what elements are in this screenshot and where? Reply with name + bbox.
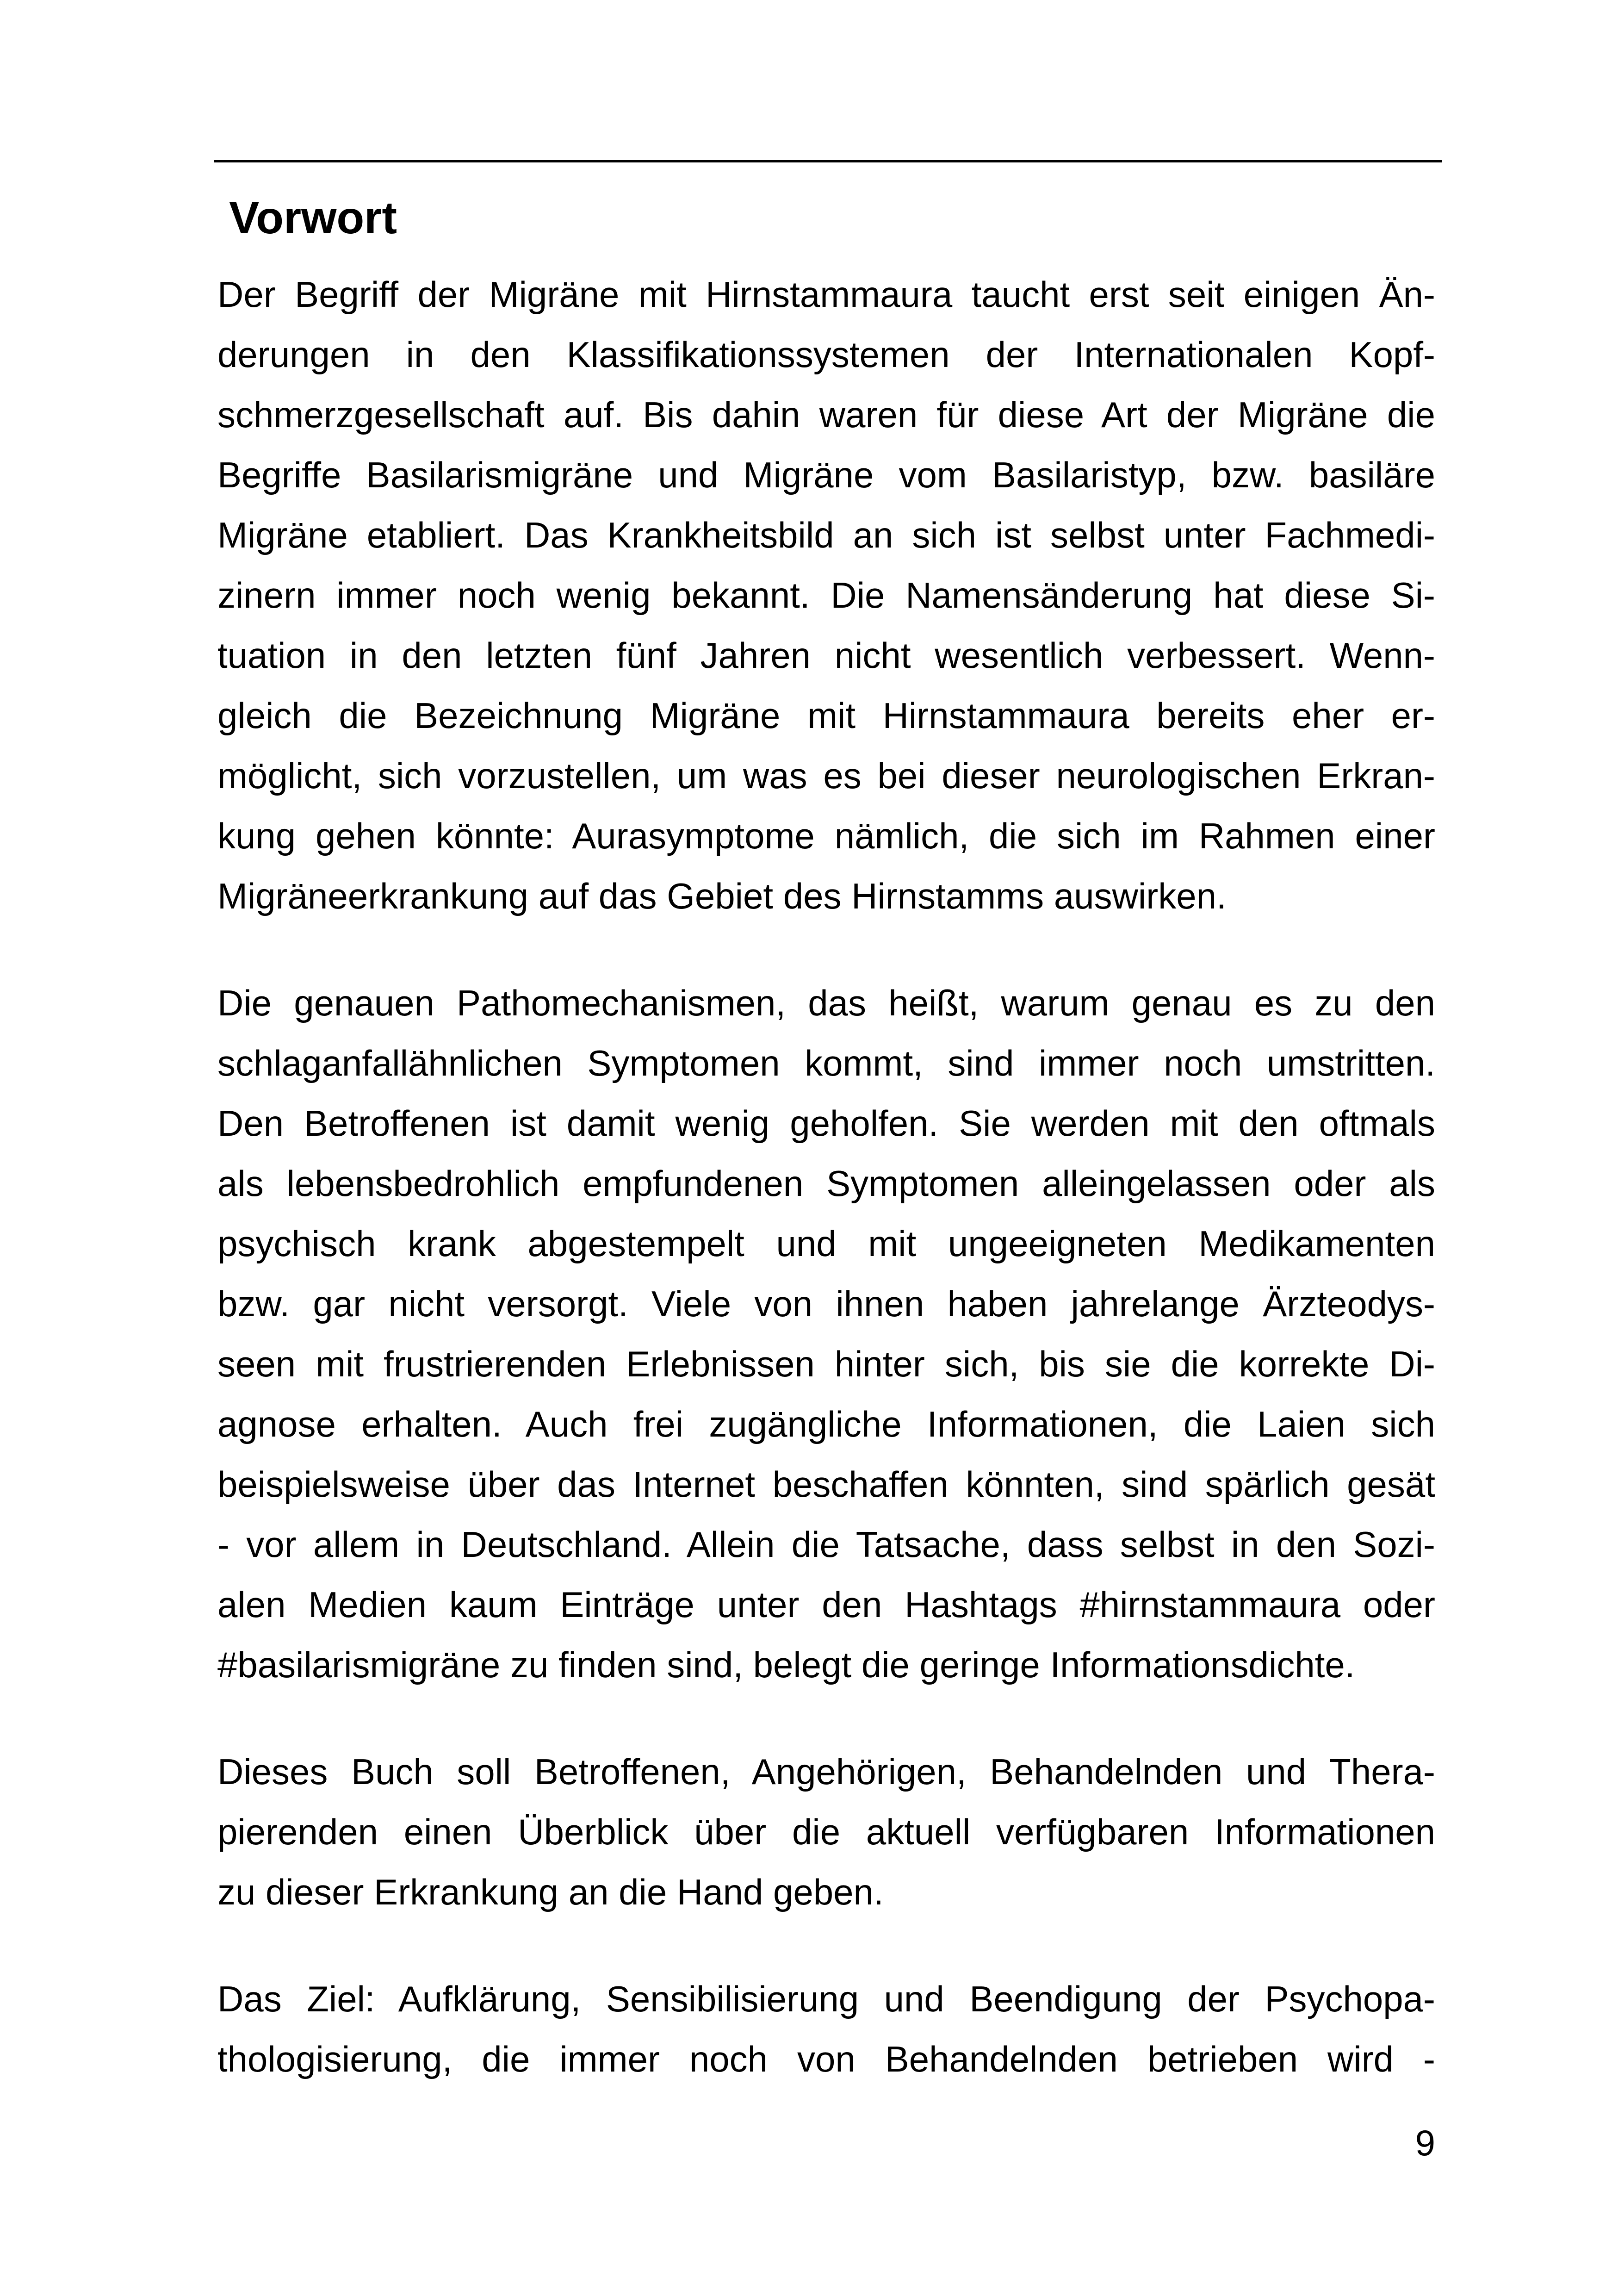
text-line: thologisierung, die immer noch von Behandelnden betrieben wird - [217,2039,1435,2079]
header-rule [214,160,1442,162]
text-line: #basilarismigräne zu finden sind, belegt die geringe Informationsdichte. [217,1644,1355,1685]
text-line: als lebensbedrohlich empfundenen Symptomen alleingelassen oder als [217,1163,1435,1204]
text-line: schmerzgesellschaft auf. Bis dahin waren für diese Art der Migräne die [217,394,1435,435]
text-line: Die genauen Pathomechanismen, das heißt, warum genau es zu den [217,983,1435,1023]
text-line: Der Begriff der Migräne mit Hirnstammaura taucht erst seit einigen Än- [217,274,1435,315]
paragraph [217,973,1435,1695]
text-line: zinern immer noch wenig bekannt. Die Namensänderung hat diese Si- [217,575,1435,616]
page-number: 9 [1415,2122,1435,2163]
paragraph [217,264,1435,926]
text-line: bzw. gar nicht versorgt. Viele von ihnen haben jahrelange Ärzteodys- [217,1283,1435,1324]
body-text [217,264,1435,2136]
text-line: - vor allem in Deutschland. Allein die Tatsache, dass selbst in den Sozi- [217,1524,1435,1565]
text-line: Das Ziel: Aufklärung, Sensibilisierung und Beendigung der Psychopa- [217,1979,1435,2019]
paragraph [217,1969,1435,2089]
text-line: pierenden einen Überblick über die aktuell verfügbaren Informationen [217,1811,1435,1852]
text-line: agnose erhalten. Auch frei zugängliche Informationen, die Laien sich [217,1404,1435,1444]
text-line: gleich die Bezeichnung Migräne mit Hirnstammaura bereits eher er- [217,695,1435,736]
text-line: psychisch krank abgestempelt und mit ungeeigneten Medikamenten [217,1223,1435,1264]
text-line: beispielsweise über das Internet beschaffen könnten, sind spärlich gesät [217,1464,1435,1505]
text-line: Migräneerkrankung auf das Gebiet des Hirnstamms auswirken. [217,876,1227,916]
text-line: möglicht, sich vorzustellen, um was es bei dieser neurologischen Erkran- [217,755,1435,796]
text-line: zu dieser Erkrankung an die Hand geben. [217,1872,884,1912]
text-line: Migräne etabliert. Das Krankheitsbild an sich ist selbst unter Fachmedi- [217,515,1435,555]
text-line: derungen in den Klassifikationssystemen der Internationalen Kopf- [217,334,1435,375]
text-line: seen mit frustrierenden Erlebnissen hinter sich, bis sie die korrekte Di- [217,1344,1435,1384]
text-line: Dieses Buch soll Betroffenen, Angehörigen, Behandelnden und Thera- [217,1751,1435,1792]
text-line: tuation in den letzten fünf Jahren nicht wesentlich verbessert. Wenn- [217,635,1435,676]
text-line: schlaganfallähnlichen Symptomen kommt, sind immer noch umstritten. [217,1043,1435,1083]
paragraph [217,1742,1435,1922]
text-line: kung gehen könnte: Aurasymptome nämlich, die sich im Rahmen einer [217,815,1435,856]
chapter-heading: Vorwort [229,192,397,243]
text-line: Den Betroffenen ist damit wenig geholfen. Sie werden mit den oftmals [217,1103,1435,1144]
text-line: Begriffe Basilarismigräne und Migräne vom Basilaristyp, bzw. basiläre [217,454,1435,495]
text-line: alen Medien kaum Einträge unter den Hashtags #hirnstammaura oder [217,1584,1435,1625]
